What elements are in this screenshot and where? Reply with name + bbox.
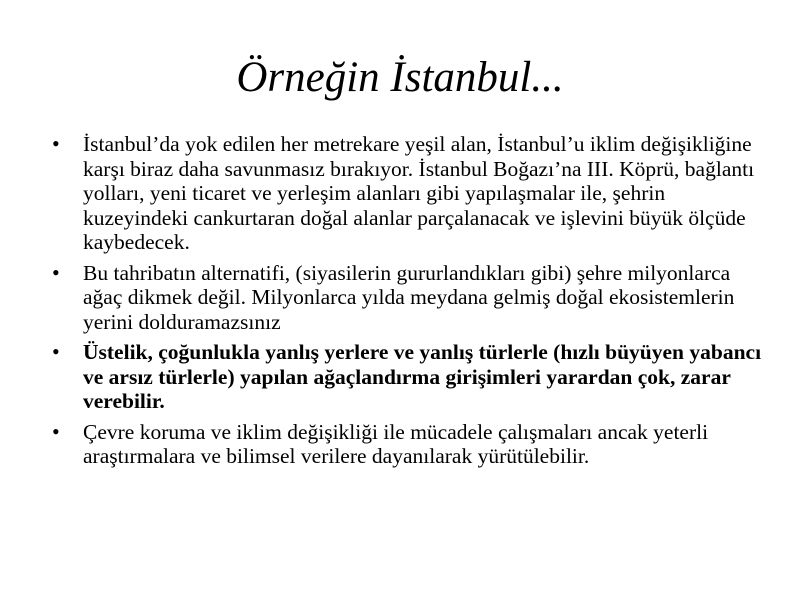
bullet-item-2: [52, 261, 764, 335]
bullet-text: İstanbul’da yok edilen her metrekare yeşil alan, İstanbul’u iklim değişikliğine karşı biraz daha savunmasız bırakıyor. İstanbul Boğazı’na III. Köprü, bağlantı yolları, yeni ticaret ve yerleşim alanları gibi yapılaşmalar ile, şehrin kuzeyindeki cankurtaran doğal alanlar parçalanacak ve işlevini büyük ölçüde kaybedecek.: [83, 132, 755, 254]
bullet-item-3: [52, 340, 764, 414]
slide-title: Örneğin İstanbul...: [236, 54, 564, 101]
bullet-dot-icon: •: [52, 131, 60, 156]
bullet-item-1: [52, 132, 764, 255]
bullet-item-4: [52, 420, 764, 469]
bullet-text: Üstelik, çoğunlukla yanlış yerlere ve yanlış türlerle (hızlı büyüyen yabancı ve arsız türlerle) yapılan ağaçlandırma girişimleri yarardan çok, zarar verebilir.: [83, 340, 762, 413]
bullet-dot-icon: •: [52, 339, 60, 364]
bullet-list: [52, 132, 764, 475]
bullet-text: Çevre koruma ve iklim değişikliği ile mücadele çalışmaları ancak yeterli araştırmalara ve bilimsel verilere dayanılarak yürütülebilir.: [83, 419, 709, 468]
bullet-dot-icon: •: [52, 259, 60, 285]
bullet-text: Bu tahribatın alternatifi, (siyasilerin gururlandıkları gibi) şehre milyonlarca ağaç dikmek değil. Milyonlarca yılda meydana gelmiş doğal ekosistemlerin yerini dolduramazsınız: [83, 260, 735, 334]
bullet-dot-icon: •: [52, 418, 60, 444]
